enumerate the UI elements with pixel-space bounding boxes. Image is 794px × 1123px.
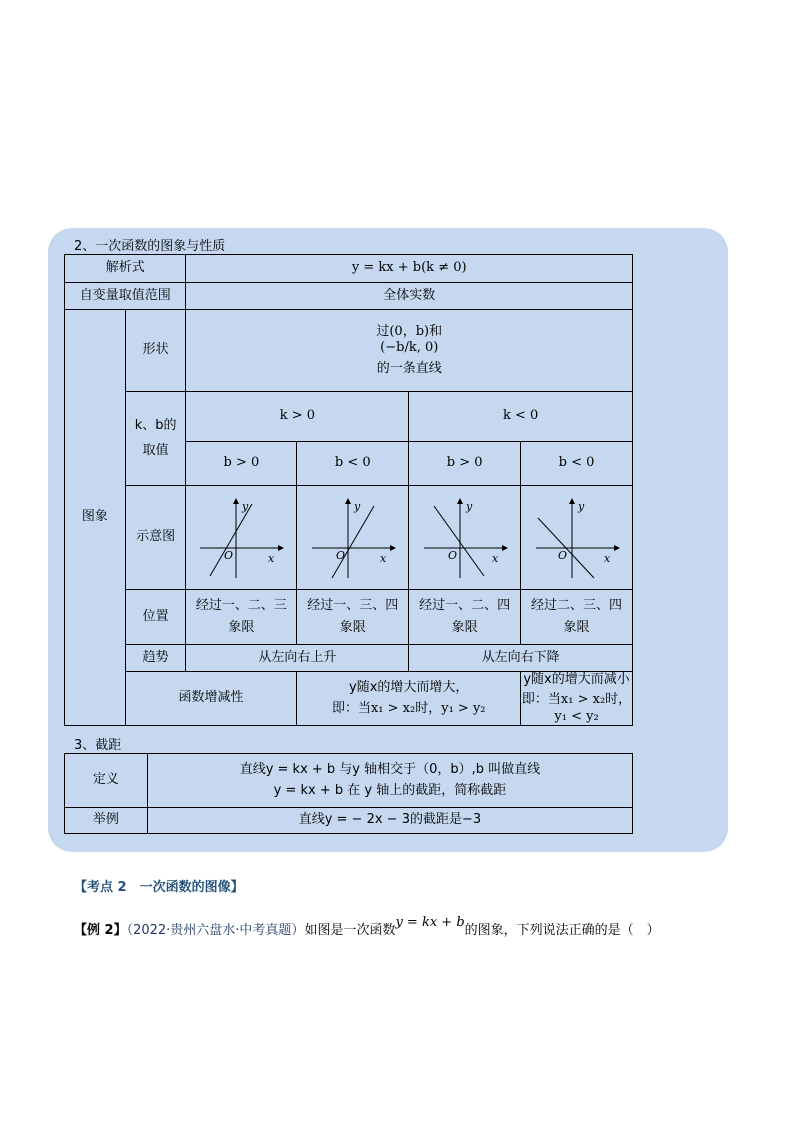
shape-cell — [186, 310, 633, 392]
b-value-1: b > 0 — [186, 442, 297, 486]
section-2-title: 2、一次函数的图象与性质 — [74, 239, 226, 254]
increasing-x-cond: x₁ > x₂ — [370, 700, 416, 716]
graph-k-pos-b-pos — [196, 496, 286, 580]
origin-label: O — [224, 548, 234, 562]
analytic-value: y = kx + b(k ≠ 0) — [186, 255, 633, 283]
position-label: 位置 — [125, 590, 186, 645]
example-2-text-b: 的图象，下列说法正确的是（ ） — [464, 923, 660, 938]
example-label: 举例 — [65, 808, 148, 834]
graph-cell-3 — [409, 486, 521, 590]
position-2-a: 经过一、三、四 — [307, 597, 399, 613]
kb-label — [125, 392, 186, 486]
section-3-title: 3、截距 — [74, 738, 122, 753]
intercept-table — [64, 753, 633, 834]
decreasing-y-cond: y₁ < y₂ — [554, 708, 599, 724]
graph-cell-4 — [521, 486, 633, 590]
definition-label: 定义 — [65, 754, 148, 808]
graph-cell-2 — [297, 486, 409, 590]
example-2-line — [74, 915, 660, 938]
trend-rising: 从左向右上升 — [186, 645, 409, 672]
example-2-source: （2022·贵州六盘水·中考真题） — [126, 923, 305, 938]
position-2-b: 象限 — [339, 620, 366, 635]
increasing-y-cond: y₁ > y₂ — [441, 700, 486, 716]
kb-label-b: 的 — [163, 418, 177, 434]
position-4-b: 象限 — [563, 620, 590, 635]
example-text: 直线y = − 2x − 3的截距是−3 — [147, 808, 632, 834]
shape-and: 和 — [429, 324, 443, 340]
domain-value: 全体实数 — [186, 283, 633, 310]
decreasing-line1: y随x的增大而减小 — [523, 672, 630, 688]
kaodian-heading: 【考点 2 一次函数的图像】 — [74, 880, 244, 895]
definition-text — [147, 754, 632, 808]
example-2-tag: 【例 2】 — [74, 923, 127, 938]
position-4-a: 经过二、三、四 — [531, 597, 623, 613]
trend-falling: 从左向右下降 — [409, 645, 633, 672]
axis-y-label: y — [242, 499, 249, 513]
position-1-a: 经过一、二、三 — [195, 597, 287, 613]
origin-label: O — [557, 548, 567, 562]
analytic-label: 解析式 — [65, 255, 186, 283]
example-2-equation: y = kx + b — [395, 915, 465, 930]
image-label: 图象 — [65, 310, 126, 726]
trend-label: 趋势 — [125, 645, 186, 672]
position-cell-1 — [186, 590, 297, 645]
b-value-2: b < 0 — [297, 442, 409, 486]
domain-label: 自变量取值范围 — [65, 283, 186, 310]
position-cell-2 — [297, 590, 409, 645]
axis-x-label: x — [379, 551, 387, 565]
axis-y-label: y — [577, 499, 584, 513]
monotonic-increasing — [297, 672, 521, 726]
axis-x-label: x — [603, 551, 610, 565]
position-1-b: 象限 — [228, 620, 255, 635]
monotonic-decreasing — [521, 672, 633, 726]
shape-label: 形状 — [125, 310, 186, 392]
shape-point1: (0，b) — [389, 324, 430, 340]
position-cell-3 — [409, 590, 521, 645]
increasing-when: 即：当 — [331, 700, 371, 716]
definition-line1: 直线y = kx + b 与y 轴相交于（0，b）,b 叫做直线 — [239, 762, 541, 778]
position-cell-4 — [521, 590, 633, 645]
kb-label-a: k、b — [134, 418, 164, 434]
shape-point2: (−b/k, 0) — [380, 340, 439, 356]
decreasing-when: 即：当 — [521, 692, 561, 708]
axis-x-label: x — [491, 551, 498, 565]
shape-pass: 过 — [376, 324, 390, 340]
decreasing-x-cond: x₁ > x₂ — [560, 692, 606, 708]
graph-k-neg-b-pos — [420, 496, 510, 580]
increasing-then: 时， — [415, 700, 442, 716]
origin-label: O — [447, 548, 457, 562]
axis-y-label: y — [353, 499, 361, 513]
graph-k-pos-b-neg — [308, 496, 398, 580]
axis-x-label: x — [268, 551, 275, 565]
definition-line2: y = kx + b 在 y 轴上的截距，简称截距 — [273, 782, 507, 798]
monotonic-label: 函数增减性 — [125, 672, 297, 726]
linear-function-table — [64, 254, 633, 726]
increasing-line1: y随x的增大而增大， — [349, 680, 469, 696]
position-3-b: 象限 — [451, 620, 478, 635]
diagram-label: 示意图 — [125, 486, 186, 590]
example-2-text-a: 如图是一次函数 — [304, 923, 396, 938]
kb-label-c: 取值 — [142, 442, 169, 458]
k-negative: k < 0 — [409, 392, 633, 442]
axis-y-label: y — [465, 499, 472, 513]
b-value-4: b < 0 — [521, 442, 633, 486]
decreasing-then: 时， — [605, 692, 632, 708]
graph-cell-1 — [186, 486, 297, 590]
k-positive: k > 0 — [186, 392, 409, 442]
shape-line-text: 的一条直线 — [376, 360, 442, 376]
position-3-a: 经过一、二、四 — [419, 597, 511, 613]
origin-label: O — [335, 548, 345, 562]
graph-k-neg-b-neg — [532, 496, 622, 580]
b-value-3: b > 0 — [409, 442, 521, 486]
